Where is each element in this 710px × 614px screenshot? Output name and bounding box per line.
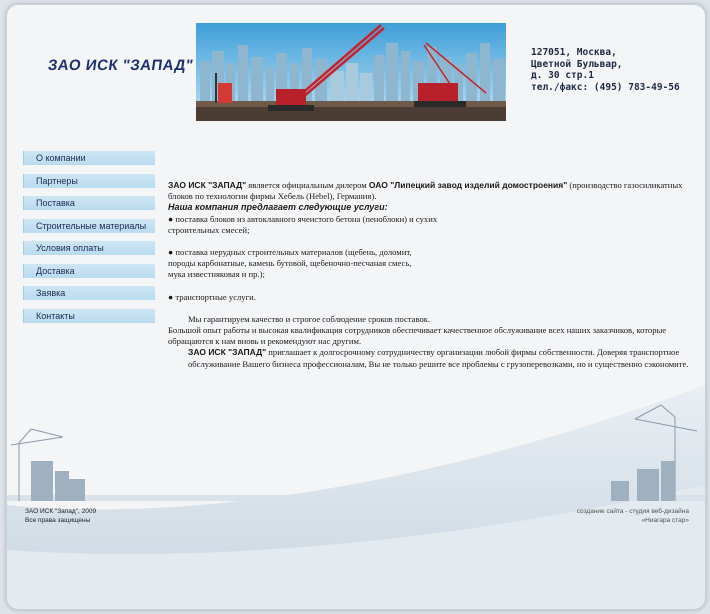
services-heading: Наша компания предлагает следующие услуги: (168, 202, 388, 213)
menu-item-building-materials[interactable]: Строительные материалы (23, 219, 155, 233)
menu-item-contacts[interactable]: Контакты (23, 309, 155, 323)
footer-copyright (25, 507, 96, 525)
phone-fax: тел./факс: (495) 783-49-56 (531, 81, 680, 93)
service-text: породы карбонатные, камень бутовой, щебеночно-песчаная смесь, (168, 258, 412, 269)
menu-item-supply[interactable]: Поставка (23, 196, 155, 210)
invite-text: приглашает к долгосрочному сотрудничеству организации любой фирмы собственности. Доверяя транспортное обслуживание Вашего бизнеса профессионалам, Вы не только решите все проблемы с грузоперевозками, но и существенно сэкономите. (188, 347, 689, 369)
menu-item-payment-terms[interactable]: Условия оплаты (23, 241, 155, 255)
menu-item-delivery[interactable]: Доставка (23, 264, 155, 278)
construction-skyline-image (196, 23, 506, 121)
service-item: ● транспортные услуги. (168, 291, 256, 302)
service-text: строительных смесей; (168, 224, 250, 235)
address-line: д. 30 стр.1 (531, 70, 594, 81)
company-name: ЗАО ИСК "ЗАПАД" (188, 347, 267, 358)
company-name: ЗАО ИСК "ЗАПАД" (168, 180, 247, 190)
studio-name-link[interactable]: «Ниагара стар» (641, 517, 689, 524)
intro-paragraph (168, 180, 691, 202)
copyright-text: ЗАО ИСК "Запад", 2009 (25, 508, 97, 515)
design-studio-link[interactable]: создание сайта - студия веб-дизайна (576, 508, 689, 515)
decorative-construction-background (7, 365, 705, 609)
service-item (168, 214, 691, 236)
menu-item-partners[interactable]: Партнеры (23, 174, 155, 188)
partner-name: ОАО "Липецкий завод изделий домостроения" (368, 180, 568, 190)
guarantee-text: Мы гарантируем качество и строгое соблюдение сроков поставок. (188, 313, 431, 324)
header-photo (196, 23, 506, 121)
service-text: ● поставка нерудных строительных материалов (щебень, доломит, (168, 247, 412, 258)
menu-item-about[interactable]: О компании (23, 151, 155, 165)
menu-item-order[interactable]: Заявка (23, 286, 155, 300)
contact-address (531, 47, 680, 93)
intro-text: является официальным дилером (246, 180, 369, 190)
main-content (168, 180, 691, 370)
intro-text-2: (производство газосиликатных блоков по технологии фирмы Хебель (Hebel), Германия). (168, 180, 683, 202)
service-text: мука известняковая и пр.); (168, 269, 265, 280)
address-line: Цветной Бульвар, (531, 58, 623, 70)
main-menu (23, 151, 155, 331)
page (6, 4, 706, 610)
service-item (168, 247, 691, 281)
service-text: ● поставка блоков из автоклавного ячеистого бетона (пеноблоки) и сухих (168, 213, 438, 224)
experience-text: Большой опыт работы и высокая квалификация сотрудников обеспечивает качественное обслуживание всех наших заказчиков, которые обращаются к нам вновь и рекомендуют нас другим. (168, 325, 667, 347)
company-logo[interactable]: ЗАО ИСК "ЗАПАД" (46, 57, 195, 74)
footer-credits (577, 507, 689, 525)
address-line: 127051, Москва, (531, 47, 617, 58)
rights-text: Все права защищены (25, 517, 91, 524)
